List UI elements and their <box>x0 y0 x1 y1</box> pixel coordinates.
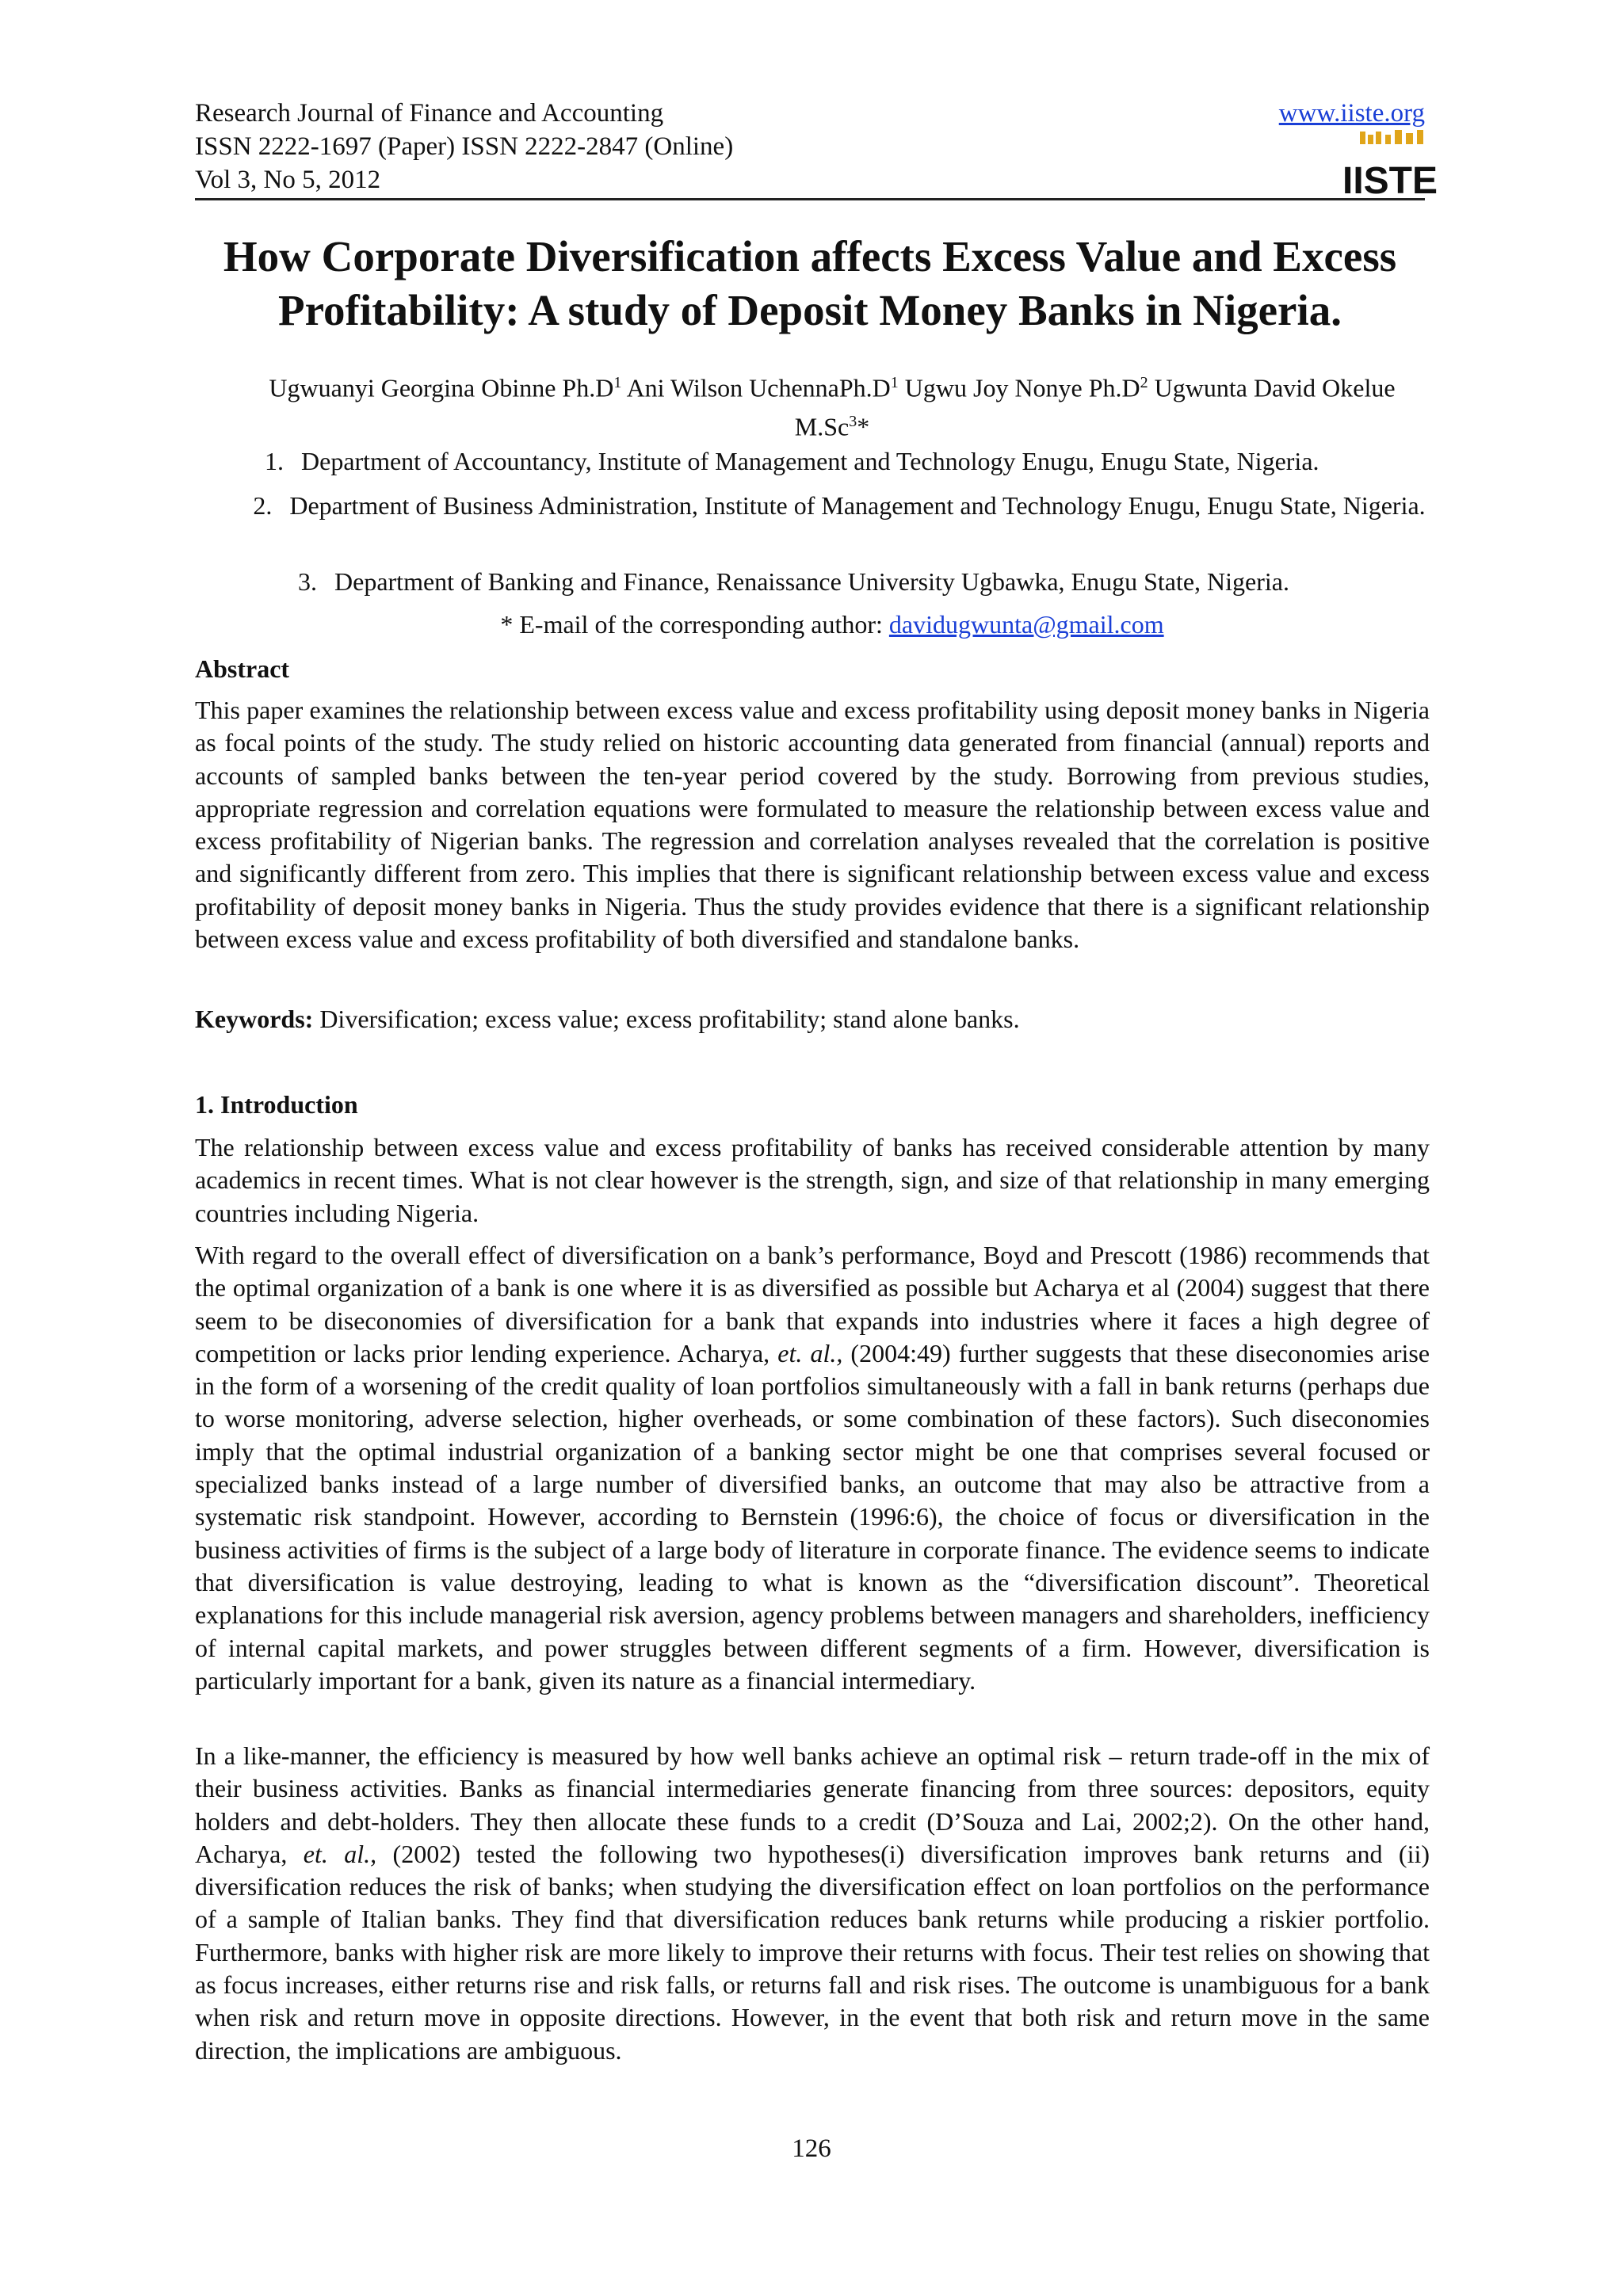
intro-paragraph-3: In a like-manner, the efficiency is measured by how well banks achieve an optimal risk – return trade-off in the mix of their business activities. Banks as financial intermediaries generate financing from three sources: depositors, equity holders and debt-holders. They then allocate these funds to a credit (D’Souza and Lai, 2002;2). On the other hand, Acharya, et. al., (2002) tested the following two hypotheses(i) diversification improves bank returns and (ii) diversification reduces the risk of banks; when studying the diversification effect on loan portfolios on the performance of a sample of Italian banks. They find that diversification reduces bank returns while producing a riskier portfolio. Furthermore, banks with higher risk are more likely to improve their returns with focus. Their test relies on showing that as focus increases, either returns rise and risk falls, or returns fall and risk rises. The outcome is unambiguous for a bank when risk and return move in opposite directions. However, in the event that both risk and return move in the same direction, the implications are ambiguous. <box>195 1741 1430 2065</box>
email-label: * E-mail of the corresponding author: <box>500 610 889 639</box>
introduction-heading: 1. Introduction <box>195 1090 358 1119</box>
affiliation-number: 3. <box>298 567 317 596</box>
affiliation-2 <box>249 490 1430 521</box>
iiste-logo-icon <box>1342 130 1438 202</box>
journal-url-link[interactable]: www.iiste.org <box>1278 99 1425 128</box>
keywords-label: Keywords: <box>195 1005 314 1033</box>
author-1: Ugwuanyi Georgina Obinne Ph.D <box>269 373 614 402</box>
author-3-affil: 2 <box>1140 374 1148 391</box>
affiliation-1 <box>265 445 1319 477</box>
intro-paragraph-2: With regard to the overall effect of diversification on a bank’s performance, Boyd and Prescott (1986) recommends that the optimal organization of a bank is one where it is as diversified as possible but Acharya et al (2004) suggest that there seem to be diseconomies of diversification for a bank that expands into industries where it faces a high degree of competition or lacks prior lending experience. Acharya, et. al., (2004:49) further suggests that these diseconomies arise in the form of a worsening of the credit quality of loan portfolios simultaneously with a fall in bank returns (perhaps due to worse monitoring, adverse selection, higher overheads, or some combination of these factors). Such diseconomies imply that the optimal industrial organization of a banking sector might be one that comprises several focused or specialized banks instead of a large number of diversified banks, an outcome that may also be attractive from a systematic risk standpoint. However, according to Bernstein (1996:6), the choice of focus or diversification in the business activities of firms is the subject of a large body of literature in corporate finance. The evidence seems to indicate that diversification is value destroying, leading to what is known as the “diversification discount”. Theoretical explanations for this include managerial risk aversion, agency problems between managers and shareholders, inefficiency of internal capital markets, and power struggles between different segments of a firm. However, diversification is particularly important for a bank, given its nature as a financial intermediary. <box>195 1241 1430 1695</box>
keywords-text: Diversification; excess value; excess profitability; stand alone banks. <box>313 1005 1020 1033</box>
affiliation-text: Department of Banking and Finance, Renaissance University Ugbawka, Enugu State, Nigeria. <box>334 567 1289 596</box>
email-link[interactable]: davidugwunta@gmail.com <box>888 610 1164 639</box>
journal-issn: ISSN 2222-1697 (Paper) ISSN 2222-2847 (Online) <box>195 132 734 161</box>
paper-title: How Corporate Diversification affects Excess Value and Excess Profitability: A study of Deposit Money Banks in Nigeria. <box>223 232 1397 334</box>
corresponding-email <box>238 608 1426 640</box>
author-4-affil: 3 <box>849 412 857 430</box>
affiliation-text: Department of Accountancy, Institute of Management and Technology Enugu, Enugu State, Nigeria. <box>301 447 1319 475</box>
author-1-affil: 1 <box>613 374 622 391</box>
page-number: 126 <box>792 2134 831 2163</box>
affiliation-number: 2. <box>253 491 273 520</box>
intro-paragraph-1: The relationship between excess value and excess profitability of banks has received considerable attention by many academics in recent times. What is not clear however is the strength, sign, and size of that relationship in many emerging countries including Nigeria. <box>195 1133 1430 1227</box>
keywords <box>195 1003 1430 1035</box>
affiliation-number: 1. <box>265 447 284 475</box>
et-al-italic: et. al., <box>303 1839 377 1868</box>
corresponding-mark: * <box>857 412 870 441</box>
author-2: Ani Wilson UchennaPh.D <box>621 373 891 402</box>
header-rule <box>195 198 1425 200</box>
author-list <box>238 366 1426 443</box>
author-4: Ugwunta David Okelue M.Sc <box>794 373 1396 441</box>
author-3: Ugwu Joy Nonye Ph.D <box>898 373 1140 402</box>
journal-name: Research Journal of Finance and Accounting <box>195 99 664 128</box>
affiliation-text: Department of Business Administration, Institute of Management and Technology Enugu, Enugu State, Nigeria. <box>289 491 1426 520</box>
author-2-affil: 1 <box>890 374 899 391</box>
abstract-heading: Abstract <box>195 654 290 683</box>
logo-text: IISTE <box>1342 160 1438 202</box>
et-al-italic: et. al., <box>777 1338 843 1367</box>
abstract-text: This paper examines the relationship between excess value and excess profitability using deposit money banks in Nigeria as focal points of the study. The study relied on historic accounting data generated from financial (annual) reports and accounts of sampled banks between the ten-year period covered by the study. Borrowing from previous studies, appropriate regression and correlation equations were formulated to measure the relationship between excess value and excess profitability of Nigerian banks. The regression and correlation analyses revealed that the correlation is positive and significantly different from zero. This implies that there is significant relationship between excess value and excess profitability of deposit money banks in Nigeria. Thus the study provides evidence that there is a significant relationship between excess value and excess profitability of both diversified and standalone banks. <box>195 696 1430 954</box>
affiliation-3 <box>298 566 1289 597</box>
journal-volume: Vol 3, No 5, 2012 <box>195 166 381 194</box>
